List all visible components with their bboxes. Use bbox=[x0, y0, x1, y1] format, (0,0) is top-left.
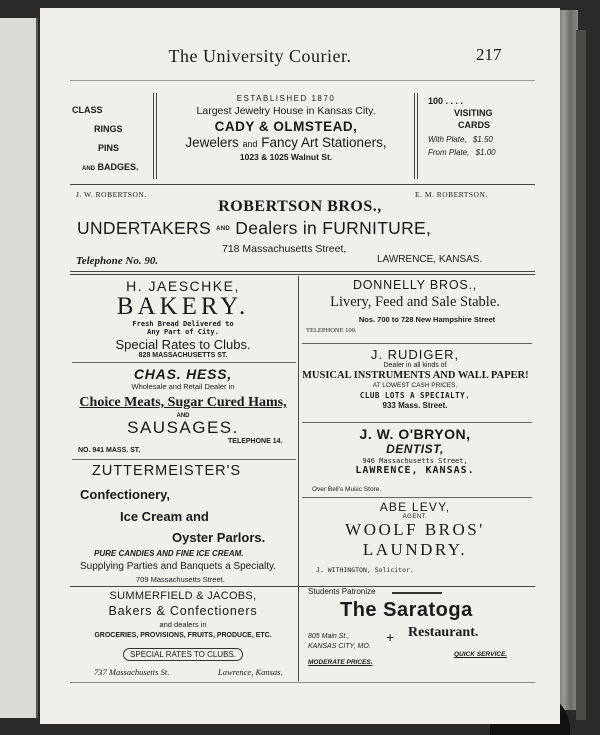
hess-telephone: TELEPHONE 14. bbox=[228, 438, 283, 445]
facing-page-edge bbox=[0, 18, 38, 718]
zutter-name: ZUTTERMEISTER'S bbox=[92, 463, 242, 479]
robertson-title: ROBERTSON BROS., bbox=[218, 198, 382, 215]
book-edge bbox=[558, 10, 578, 710]
summerfield-ad: SUMMERFIELD & JACOBS, Bakers & Confectioners and dealers in GROCERIES, PROVISIONS, FRUITS, PRODUCE, ETC. SPECIAL RATES TO CLUBS. bbox=[94, 590, 272, 659]
obryon-note: Over Bell's Music Store. bbox=[312, 486, 382, 493]
levy-ad: ABE LEVY, AGENT. WOOLF BROS' LAUNDRY. bbox=[345, 500, 485, 559]
cady-left-list: CLASS RINGS PINS AND BADGES. bbox=[72, 105, 139, 172]
bottom-rule bbox=[70, 682, 535, 683]
hess-address: NO. 941 MASS. ST. bbox=[78, 447, 141, 454]
robertson-telephone: Telephone No. 90. bbox=[76, 255, 159, 267]
zutter-candies: PURE CANDIES AND FINE ICE CREAM. bbox=[94, 549, 244, 558]
robertson-right-name: E. M. ROBERTSON. bbox=[415, 190, 488, 199]
jaeschke-ad: H. JAESCHKE, BAKERY. Fresh Bread Delivered to Any Part of City. Special Rates to Clubs. 828 MASSACHUSETTS ST. bbox=[115, 278, 251, 359]
column-divider bbox=[298, 276, 299, 681]
zutter-line2: Ice Cream and bbox=[120, 509, 209, 524]
zutter-line3: Oyster Parlors. bbox=[172, 530, 266, 545]
obryon-ad: J. W. O'BRYON, DENTIST, 946 Massachusetts Street, LAWRENCE, KANSAS. bbox=[355, 426, 475, 476]
summerfield-city: Lawrence, Kansas. bbox=[218, 667, 283, 677]
rule-2 bbox=[70, 271, 535, 272]
page-number: 217 bbox=[476, 45, 502, 64]
cady-divider-right bbox=[414, 93, 415, 179]
rule-1 bbox=[70, 184, 535, 185]
saratoga-flourish bbox=[392, 592, 442, 594]
saratoga-students: Students Patronize bbox=[308, 587, 376, 596]
cady-ad: ESTABLISHED 1870 Largest Jewelry House in Kansas City. CADY & OLMSTEAD, Jewelers and Fancy Art Stationers, 1023 & 1025 Walnut St. bbox=[185, 94, 387, 162]
donnelly-telephone: TELEPHONE 100. bbox=[306, 327, 357, 334]
page bbox=[40, 8, 560, 724]
rudiger-ad: J. RUDIGER, Dealer in all kinds of MUSICAL INSTRUMENTS AND WALL PAPER! AT LOWEST CASH PRICES. CLUB LOTS A SPECIALTY. 933 Mass. Street. bbox=[302, 347, 529, 410]
robertson-address: 718 Massachusetts Street, bbox=[222, 243, 347, 255]
saratoga-plus: + bbox=[386, 629, 395, 645]
saratoga-moderate: MODERATE PRICES. bbox=[308, 659, 373, 666]
levy-solicitor: J. WITHINGTON, Solicitor. bbox=[316, 566, 414, 574]
cady-divider-left bbox=[153, 93, 154, 179]
saratoga-address: 805 Main St., KANSAS CITY, MO. bbox=[308, 633, 371, 650]
robertson-city: LAWRENCE, KANSAS. bbox=[377, 254, 483, 265]
robertson-left-name: J. W. ROBERTSON. bbox=[76, 190, 147, 199]
zutter-line1: Confectionery, bbox=[80, 487, 171, 502]
hess-ad: CHAS. HESS, Wholesale and Retail Dealer in Choice Meats, Sugar Cured Hams, AND SAUSAGES. bbox=[79, 366, 287, 437]
saratoga-restaurant: Restaurant. bbox=[408, 625, 479, 640]
zutter-supply: Supplying Parties and Banquets a Specialty. bbox=[80, 561, 277, 572]
zutter-address: 709 Massachusetts Street. bbox=[136, 575, 225, 584]
saratoga-name: The Saratoga bbox=[340, 599, 473, 621]
page-title: The University Courier. bbox=[168, 46, 352, 66]
summerfield-address: 737 Massachusetts St. bbox=[94, 667, 170, 677]
visiting-cards-ad: 100 . . . . VISITING CARDS With Plate, $1.50 From Plate, $1.00 bbox=[428, 96, 496, 157]
rule-3 bbox=[70, 586, 535, 587]
saratoga-quick: QUICK SERVICE. bbox=[454, 651, 508, 658]
book-spine-shadow bbox=[576, 30, 586, 720]
robertson-business: UNDERTAKERS AND Dealers in FURNITURE, bbox=[77, 218, 432, 238]
header-rule bbox=[70, 80, 535, 81]
donnelly-ad: DONNELLY BROS., Livery, Feed and Sale Stable. Nos. 700 to 728 New Hampshire Street bbox=[330, 278, 500, 324]
